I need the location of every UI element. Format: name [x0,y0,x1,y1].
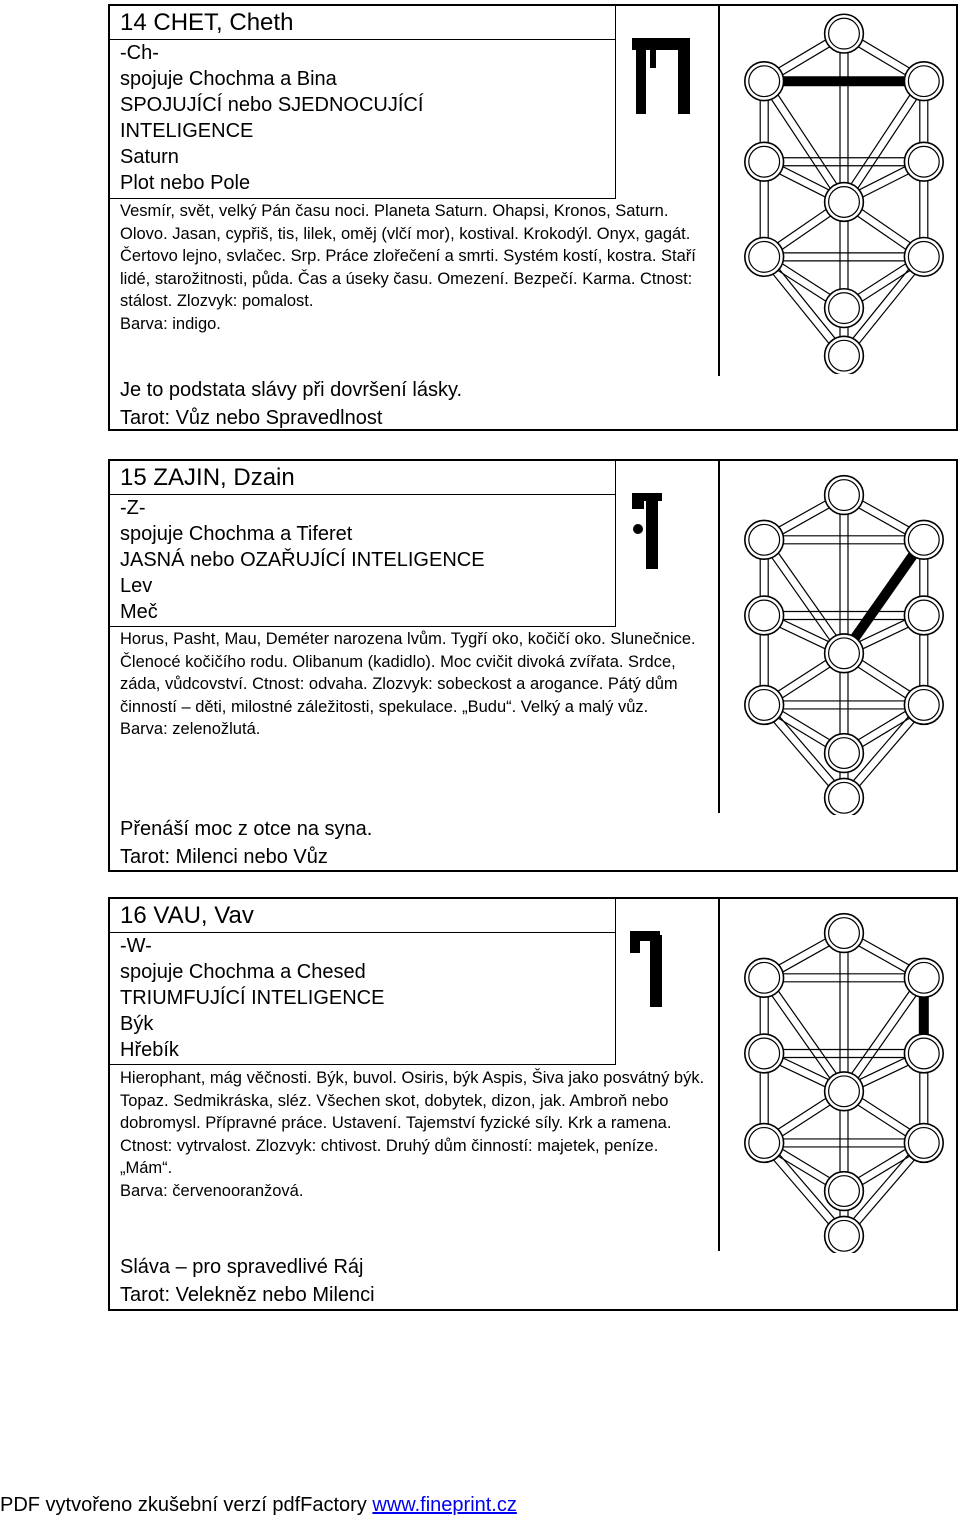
planet-text: Lev [120,575,153,597]
letter-code: -Z- [120,497,146,519]
sefira-jesod [825,289,864,328]
tree-of-life-diagram [730,909,958,1253]
color-text: Barva: červenooranžová. [120,1181,304,1200]
footer-text: PDF vytvořeno zkušební verzí pdfFactory [0,1494,373,1516]
card-header [110,461,616,627]
sefira-hod [745,1124,784,1163]
pdf-footer [0,1494,517,1517]
sefira-tiferet [825,634,864,673]
tree-of-life-diagram [730,471,958,815]
sefira-keter [825,914,864,953]
planet-text: Býk [120,1013,154,1035]
intelligence-text: TRIUMFUJÍCÍ INTELIGENCE [120,987,385,1009]
letter-code: -Ch- [120,42,159,64]
sefira-necach [904,238,943,277]
sefira-chesed [904,1034,943,1073]
tree-path [841,975,921,1089]
symbol-text: Plot nebo Pole [120,172,251,194]
column-divider [718,461,720,813]
connects-text: spojuje Chochma a Tiferet [120,523,353,545]
tarot-text: Tarot: Vůz nebo Spravedlnost [120,407,383,429]
tree-path [841,79,921,200]
sefira-bina [745,62,784,101]
tree-of-life-diagram [730,8,958,374]
card-description [120,200,720,335]
sefira-jesod [825,1172,864,1211]
sefira-chesed [904,596,943,635]
intelligence-text: JASNÁ nebo OZAŘUJÍCÍ INTELIGENCE [120,549,485,571]
sefira-malchut [825,778,864,815]
sefira-keter [825,14,864,53]
card-title: 15 ZAJIN, Dzain [110,463,615,495]
sefira-malchut [825,1216,864,1253]
sefira-jesod [825,734,864,773]
sefira-hod [745,686,784,725]
card-title: 14 CHET, Cheth [110,8,615,40]
sefira-bina [745,958,784,997]
color-text: Barva: indigo. [120,314,221,333]
planet-text: Saturn [120,146,179,168]
card-header [110,899,616,1065]
essence-text: Sláva – pro spravedlivé Ráj [120,1256,364,1278]
sefira-bina [745,520,784,559]
tarot-text: Tarot: Velekněz nebo Milenci [120,1284,375,1306]
card-title: 16 VAU, Vav [110,901,615,933]
sefira-necach [904,1124,943,1163]
sefira-gevura [745,1034,784,1073]
highlighted-path [844,540,924,654]
essence-text: Je to podstata slávy při dovršení lásky. [120,379,463,401]
hebrew-letter-zayin-icon [630,487,670,578]
tree-path [767,537,847,651]
sefira-necach [904,686,943,725]
hebrew-letter-vav-icon [628,925,668,1016]
card-description [120,628,710,741]
symbol-text: Meč [120,601,158,623]
essence-text: Přenáší moc z otce na syna. [120,818,373,840]
sefira-malchut [825,336,864,374]
color-text: Barva: zelenožlutá. [120,720,261,738]
sefira-keter [825,476,864,515]
sefira-chochma [904,958,943,997]
letter-code: -W- [120,935,152,957]
description-text: Horus, Pasht, Mau, Deméter narozena lvům. Tygří oko, kočičí oko. Slunečnice. Členocé kočičího rodu. Olibanum (kadidlo). Moc cvičit divoká zvířata. Srdce, záda, vůdcovství. Ctnost: odvaha. Zlozvyk: sobeckost a arogance. Pátý dům činností – děti, milostné záležitosti, spekulace. „Budu“. Velký a malý vůz. [120,630,696,716]
card-header [110,6,616,199]
card-zajin [108,459,958,872]
sefira-gevura [745,142,784,181]
card-chet [108,4,958,431]
description-text: Vesmír, svět, velký Pán času noci. Planeta Saturn. Ohapsi, Kronos, Saturn. Olovo. Jasan, cypřiš, tis, lilek, oměj (vlčí mor), kostival. Krokodýl. Onyx, gagát. Čertovo lejno, svlačec. Srp. Práce zlořečení a smrti. Systém kostí, kostra. Staří lidé, starožitnosti, půda. Čas a úseky času. Omezení. Bezpečí. Karma. Ctnost: stálost. Zlozvyk: pomalost. [120,202,696,310]
sefira-tiferet [825,1072,864,1111]
sefira-hod [745,238,784,277]
symbol-text: Hřebík [120,1039,179,1061]
description-text: Hierophant, mág věčnosti. Býk, buvol. Osiris, býk Aspis, Šiva jako posvátný býk. Topaz. Sedmikráska, sléz. Všechen skot, dobytek, dizon, jak. Ambroň nebo dobromysl. Přípravné práce. Ustavení. Tajemství fyzické síly. Krk a ramena. Ctnost: vytrvalost. Zlozvyk: chtivost. Druhý dům činností: majetek, peníze. „Mám“. [120,1069,705,1177]
card-vau [108,897,958,1311]
column-divider [718,899,720,1251]
footer-link[interactable]: www.fineprint.cz [372,1494,517,1516]
sefira-tiferet [825,183,864,222]
intelligence-text: SPOJUJÍCÍ nebo SJEDNOCUJÍCÍ INTELIGENCE [120,94,424,142]
tree-path [768,79,848,200]
sefira-chochma [904,520,943,559]
sefira-gevura [745,596,784,635]
hebrew-letter-chet-icon [630,34,694,123]
tarot-text: Tarot: Milenci nebo Vůz [120,846,328,868]
sefira-chochma [904,62,943,101]
card-description [120,1067,710,1202]
tree-path [767,975,847,1089]
sefira-chesed [904,142,943,181]
connects-text: spojuje Chochma a Bina [120,68,337,90]
connects-text: spojuje Chochma a Chesed [120,961,366,983]
